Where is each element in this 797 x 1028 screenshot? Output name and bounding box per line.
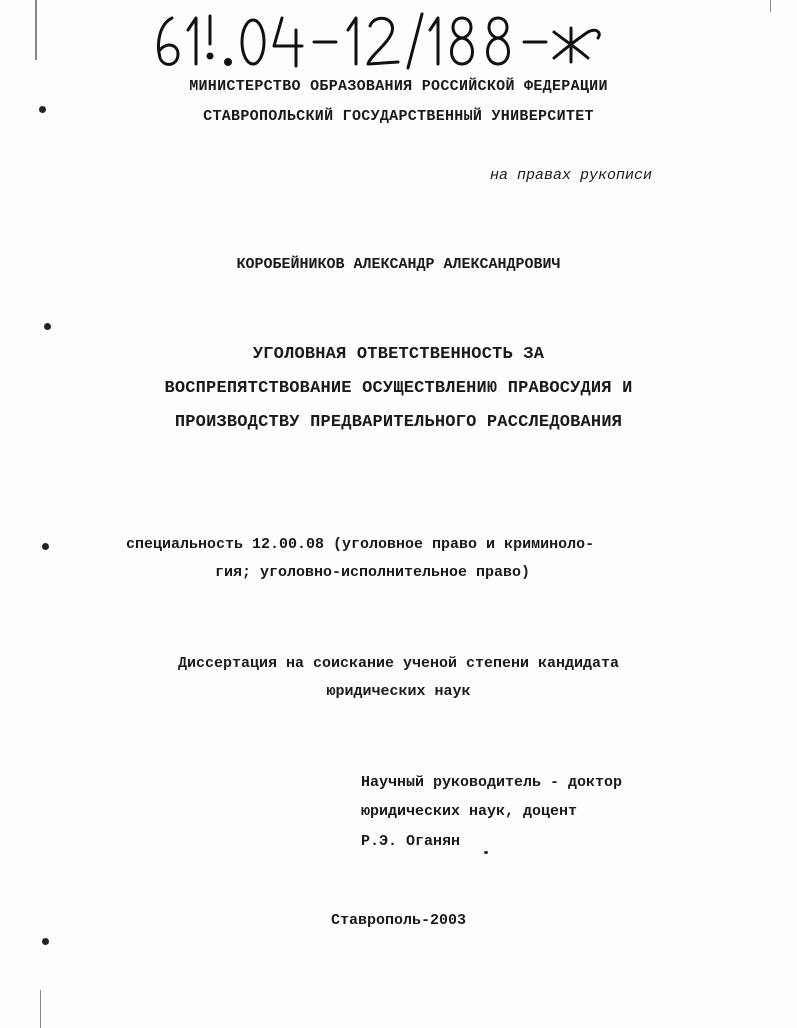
supervisor-line-1: Научный руководитель - доктор xyxy=(361,774,623,791)
university-name: СТАВРОПОЛЬСКИЙ ГОСУДАРСТВЕННЫЙ УНИВЕРСИТЕТ xyxy=(203,108,594,125)
scan-edge-top-right xyxy=(770,0,771,12)
thesis-title-line-1: УГОЛОВНАЯ ОТВЕТСТВЕННОСТЬ ЗА xyxy=(252,345,545,364)
binder-mark-1 xyxy=(39,106,46,113)
dissertation-line-2: юридических наук xyxy=(326,683,471,700)
city-year: Ставрополь-2003 xyxy=(330,912,467,929)
handwritten-catalog-number xyxy=(150,10,620,70)
ministry-name: МИНИСТЕРСТВО ОБРАЗОВАНИЯ РОССИЙСКОЙ ФЕДЕРАЦИИ xyxy=(189,78,608,95)
supervisor-line-2: юридических наук, доцент xyxy=(361,803,578,820)
thesis-title-line-2: ВОСПРЕПЯТСТВОВАНИЕ ОСУЩЕСТВЛЕНИЮ ПРАВОСУДИЯ И xyxy=(164,379,633,398)
thesis-title-line-3: ПРОИЗВОДСТВУ ПРЕДВАРИТЕЛЬНОГО РАССЛЕДОВАНИЯ xyxy=(174,413,623,432)
specialty-line-2: гия; уголовно-исполнительное право) xyxy=(215,564,531,581)
manuscript-note: на правах рукописи xyxy=(490,167,653,184)
binder-mark-4 xyxy=(42,938,49,945)
supervisor-name: Р.Э. Оганян xyxy=(361,833,461,850)
specialty-line-1: специальность 12.00.08 (уголовное право и криминоло- xyxy=(126,536,595,553)
scan-edge-top-left xyxy=(35,0,37,60)
author-name: КОРОБЕЙНИКОВ АЛЕКСАНДР АЛЕКСАНДРОВИЧ xyxy=(236,256,561,273)
dissertation-line-1: Диссертация на соискание ученой степени кандидата xyxy=(177,655,620,672)
scan-edge-bottom-left xyxy=(40,990,41,1028)
binder-mark-2 xyxy=(44,323,51,330)
pen-tick xyxy=(484,851,488,854)
binder-mark-3 xyxy=(42,543,49,550)
